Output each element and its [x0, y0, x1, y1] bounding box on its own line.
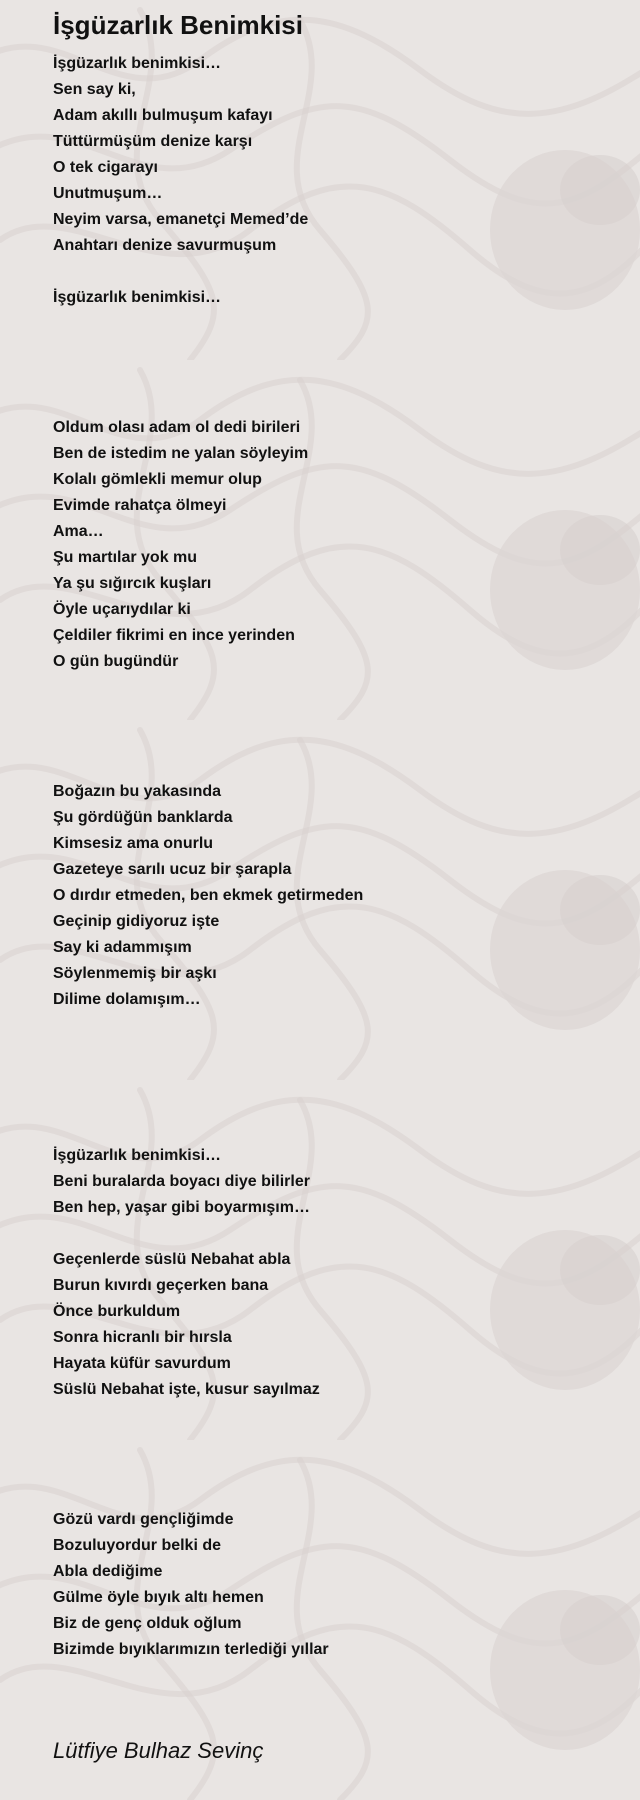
- poem-line: Öyle uçarıydılar ki: [53, 601, 191, 618]
- poem-line: Geçenlerde süslü Nebahat abla: [53, 1251, 291, 1268]
- poem-line: Adam akıllı bulmuşum kafayı: [53, 107, 273, 124]
- poem-line: Neyim varsa, emanetçi Memed’de: [53, 211, 309, 228]
- stanza-break: [53, 1481, 363, 1507]
- poem-line: Evimde rahatça ölmeyi: [53, 497, 227, 514]
- poem-line: İşgüzarlık benimkisi…: [53, 289, 222, 306]
- poem-line: Ama…: [53, 523, 104, 540]
- poem-line: Say ki adammışım: [53, 939, 192, 956]
- poem-line: Abla dediğime: [53, 1563, 163, 1580]
- poem-line: Ben de istedim ne yalan söyleyim: [53, 445, 309, 462]
- poem-line: Süslü Nebahat işte, kusur sayılmaz: [53, 1381, 320, 1398]
- stanza-break: [53, 1429, 363, 1455]
- stanza-break: [53, 701, 363, 727]
- poem-line: Beni buralarda boyacı diye bilirler: [53, 1173, 310, 1190]
- poem-line: Anahtarı denize savurmuşum: [53, 237, 277, 254]
- poem-line: Gazeteye sarılı ucuz bir şarapla: [53, 861, 292, 878]
- stanza-break: [53, 1117, 363, 1143]
- poem-line: Şu martılar yok mu: [53, 549, 198, 566]
- poem-line: Bizimde bıyıklarımızın terlediği yıllar: [53, 1641, 329, 1658]
- poem-title: İşgüzarlık Benimkisi: [53, 10, 303, 40]
- poem-line: O dırdır etmeden, ben ekmek getirmeden: [53, 887, 364, 904]
- poem-line: Hayata küfür savurdum: [53, 1355, 231, 1372]
- poem-line: Sonra hicranlı bir hırsla: [53, 1329, 232, 1346]
- poem-line: Unutmuşum…: [53, 185, 163, 202]
- poem-line: Ben hep, yaşar gibi boyarmışım…: [53, 1199, 310, 1216]
- stanza-break: [53, 1065, 363, 1091]
- stanza-break: [53, 363, 363, 389]
- stanza-break: [53, 389, 363, 415]
- stanza-break: [53, 1091, 363, 1117]
- poem-line: İşgüzarlık benimkisi…: [53, 55, 222, 72]
- poem-line: Kolalı gömlekli memur olup: [53, 471, 262, 488]
- poem-line: Biz de genç olduk oğlum: [53, 1615, 242, 1632]
- stanza-break: [53, 753, 363, 779]
- poem-line: Gözü vardı gençliğimde: [53, 1511, 234, 1528]
- poem-line: Gülme öyle bıyık altı hemen: [53, 1589, 264, 1606]
- poem-line: Bozuluyordur belki de: [53, 1537, 222, 1554]
- stanza-break: [53, 1013, 363, 1039]
- poem-line: Oldum olası adam ol dedi birileri: [53, 419, 301, 436]
- stanza-break: [53, 1221, 363, 1247]
- poem-line: Burun kıvırdı geçerken bana: [53, 1277, 269, 1294]
- stanza-break: [53, 1403, 363, 1429]
- poem-author: Lütfiye Bulhaz Sevinç: [53, 1738, 264, 1763]
- poem-line: Önce burkuldum: [53, 1303, 181, 1320]
- poem-line: Boğazın bu yakasında: [53, 783, 222, 800]
- poem-line: Sen say ki,: [53, 81, 136, 98]
- stanza-break: [53, 1039, 363, 1065]
- poem-line: O tek cigarayı: [53, 159, 158, 176]
- poem-line: O gün bugündür: [53, 653, 179, 670]
- stanza-break: [53, 337, 363, 363]
- stanza-break: [53, 259, 363, 285]
- poem-line: Tüttürmüşüm denize karşı: [53, 133, 253, 150]
- stanza-break: [53, 1455, 363, 1481]
- poem-body: [53, 51, 363, 1663]
- poem-line: Şu gördüğün banklarda: [53, 809, 233, 826]
- poem-line: Çeldiler fikrimi en ince yerinden: [53, 627, 295, 644]
- poem-line: Ya şu sığırcık kuşları: [53, 575, 212, 592]
- stanza-break: [53, 727, 363, 753]
- poem-line: Dilime dolamışım…: [53, 991, 201, 1008]
- poem-line: Söylenmemiş bir aşkı: [53, 965, 217, 982]
- poem-line: Geçinip gidiyoruz işte: [53, 913, 220, 930]
- poem-line: Kimsesiz ama onurlu: [53, 835, 214, 852]
- stanza-break: [53, 675, 363, 701]
- poem-line: İşgüzarlık benimkisi…: [53, 1147, 222, 1164]
- stanza-break: [53, 311, 363, 337]
